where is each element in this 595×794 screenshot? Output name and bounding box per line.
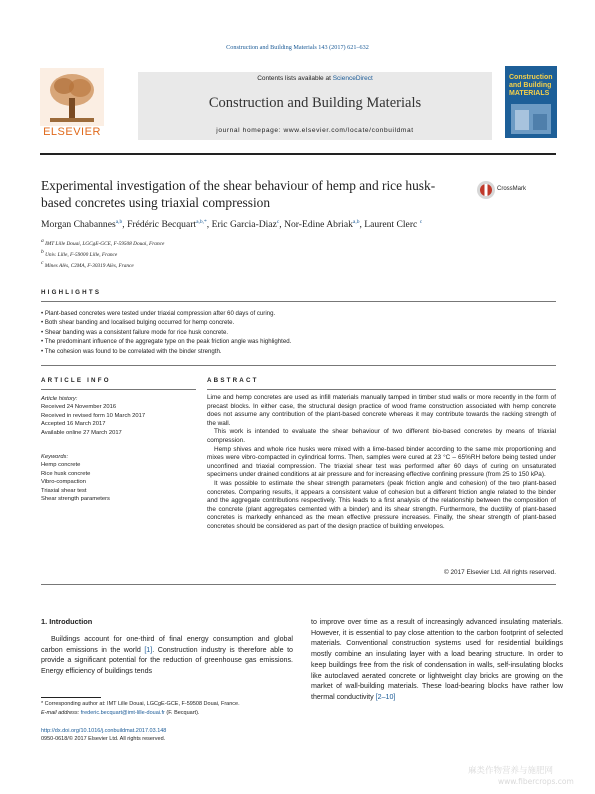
highlights-divider	[41, 301, 556, 302]
author-name: Eric Garcia-Diaz	[211, 219, 277, 231]
cover-title: Construction and Building MATERIALS	[509, 74, 553, 97]
abstract-paragraph: This work is intended to evaluate the shear behaviour of two different bio-based concretes by means of triaxial compression.	[207, 428, 556, 444]
highlights-list	[41, 309, 556, 356]
sciencedirect-link[interactable]: ScienceDirect	[332, 75, 373, 82]
section-divider	[41, 365, 556, 366]
publisher-wordmark: ELSEVIER	[43, 126, 101, 138]
affiliation-item	[41, 248, 341, 259]
affiliation-key: c	[41, 259, 44, 266]
footnote-divider	[41, 697, 101, 698]
article-title: Experimental investigation of the shear behaviour of hemp and rice husk-based concretes using triaxial compression	[41, 178, 436, 210]
body-text: . Construction industry is therefore able to provide a significant potential for the reduction of greenhouse gas emissions. Energy efficiency of buildings tends	[41, 645, 293, 676]
abstract-body	[207, 394, 556, 532]
watermark-url: www.fibercrops.com	[498, 777, 574, 786]
author-affil-ref[interactable]: c	[276, 219, 280, 225]
journal-cover-image	[505, 66, 557, 138]
author-name: Nor-Edine Abriak	[284, 219, 353, 231]
doi-link[interactable]: http://dx.doi.org/10.1016/j.conbuildmat.2017.03.148	[41, 728, 167, 734]
abstract-paragraph: Hemp shives and whole rice husks were mixed with a lime-based binder according to the same mix proportioning and mixes were vibro-compacted in cylindrical forms. Then, samples were cured at 23 °C – 65%RH before being tested under unconfined and triaxial compression. The triaxial shear test was performed after 60 days of curing on unsaturated specimens under drained conditions at air pressure and for increasing effective confining pressure (from 25 to 150 kPa).	[207, 445, 556, 479]
body-column-left	[41, 634, 293, 677]
abstract-end-divider	[41, 584, 556, 585]
homepage-link[interactable]: www.elsevier.com/locate/conbuildmat	[283, 127, 414, 134]
journal-reference[interactable]: Construction and Building Materials 143 (2017) 621–632	[226, 44, 369, 51]
issn-line: 0950-0618/© 2017 Elsevier Ltd. All rights reserved.	[41, 736, 166, 742]
abstract-divider	[207, 389, 556, 390]
affiliation-item	[41, 237, 341, 248]
affiliation-key: a	[41, 238, 44, 244]
body-text: Buildings account for one-third of final energy consumption and global carbon emissions in the world	[41, 635, 293, 654]
crossmark-label: CrossMark	[497, 186, 527, 192]
author-name: Laurent Clerc	[364, 219, 418, 231]
highlight-text: The cohesion was found to be correlated with the binder strength.	[44, 347, 222, 355]
footnote	[41, 700, 301, 717]
abstract-paragraph: It was possible to estimate the shear strength parameters (peak friction angle and cohesion) of the two plant-based concretes. Comparing results, it appears a consistent value of cohesion but a different friction angle related to the binder and the aggregate contributions respectively. This leads to a first analysis of the relationship between the composition of the concrete (plant aggregates cemented with a binder) and its shear strength. Furthermore, the ductility of plant-based concretes is markedly enhanced as the mean effective pressure increases. Finally, the shear strength of plant-based concretes should be considered as part of the design practice of building envelopes.	[207, 479, 556, 530]
affiliation-text: Univ. Lille, F-59000 Lille, France	[45, 251, 118, 258]
keyword-item: Vibro-compaction	[41, 479, 87, 486]
author-affil-ref[interactable]: a,b	[352, 219, 360, 225]
author-name: Frédéric Becquart	[127, 219, 197, 231]
author-affil-ref[interactable]: a,b	[115, 219, 123, 225]
highlight-text: Both shear banding and localised bulging occurred for hemp concrete.	[44, 319, 235, 327]
citation-link[interactable]: [1]	[144, 645, 153, 654]
email-line	[41, 709, 301, 718]
abstract-heading: ABSTRACT	[207, 377, 259, 384]
body-text: to improve over time as a result of increasingly advanced insulating materials. However, it is essential to pay close attention to the carbon footprint of selected materials. Conventional construction systems used for residential buildings mostly combine an insulating layer with a load bearing structure. In order to keep buildings free from the risk of condensation in walls, self-insulating blocks like autoclaved aerated concrete or lightweight clay bricks are growing on the market of wall-building materials. These load-bearing blocks have rather low thermal conductivity	[311, 618, 563, 701]
homepage-prefix: journal homepage:	[216, 127, 284, 134]
affiliation-text: IMT Lille Douai, LGCgE-GCE, F-59508 Douai, France	[45, 240, 165, 247]
author-list: Morgan Chabannes$^{a,b}$, Frédéric Becquart$^{a,b,*}$, Eric Garcia-Diaz$^c$, Nor-Edine Abriak$^{a,b}$, Laurent Clerc $^c$	[41, 219, 423, 231]
doi-block	[41, 727, 166, 743]
email-link[interactable]: frederic.becquart@imt-lille-douai.fr	[80, 709, 165, 716]
affiliation-list	[41, 237, 341, 270]
citation-link[interactable]: [2–10]	[375, 692, 396, 701]
abstract-copyright: © 2017 Elsevier Ltd. All rights reserved.	[444, 569, 556, 576]
article-info-panel	[41, 395, 196, 503]
history-label: Article history:	[41, 396, 78, 402]
affiliation-text: Mines Alès, C2MA, F-30319 Alès, France	[44, 262, 134, 269]
keywords-label: Keywords:	[41, 454, 69, 461]
article-info-heading: ARTICLE INFO	[41, 377, 111, 384]
crossmark-icon	[476, 180, 496, 200]
keyword-item: Triaxial shear test	[41, 487, 87, 494]
author-affil-ref[interactable]: c	[419, 219, 423, 225]
abstract-paragraph: Lime and hemp concretes are used as infill materials manually tamped in timber stud walls or more recently in the form of precast blocks. In either case, the structural design practice of wood frame construction associated with hemp concrete does not assume any contribution of the plant-based concrete whereas it may contribute towards the racking strength of the wall.	[207, 394, 556, 427]
keyword-item: Hemp concrete	[41, 462, 81, 469]
body-column-right	[311, 617, 563, 703]
highlight-item: • The predominant influence of the aggregate type on the peak friction angle was highlighted.	[41, 338, 292, 346]
history-item: Accepted 16 March 2017	[41, 421, 106, 428]
author-affil-ref[interactable]: a,b,*	[196, 219, 207, 225]
author-name: Morgan Chabannes	[41, 219, 116, 231]
highlight-item: • Plant-based concretes were tested under triaxial compression after 60 days of curing.	[41, 310, 276, 317]
email-suffix: (F. Becquart).	[164, 709, 200, 716]
section-heading: 1. Introduction	[41, 617, 93, 626]
highlight-item: • The cohesion was found to be correlated with the binder strength.	[41, 347, 222, 355]
keyword-item: Rice husk concrete	[41, 470, 91, 477]
header-divider	[40, 153, 556, 155]
highlight-text: Plant-based concretes were tested under triaxial compression after 60 days of curing.	[44, 310, 276, 317]
history-item: Received in revised form 10 March 2017	[41, 412, 146, 419]
highlight-item: • Shear banding was a consistent failure mode for rice husk concrete.	[41, 328, 229, 336]
watermark-text: 麻类作物营养与施肥网	[468, 766, 554, 776]
homepage-line	[138, 127, 492, 134]
article-info-divider	[41, 389, 196, 390]
highlights-heading: HIGHLIGHTS	[41, 289, 102, 296]
highlight-text: The predominant influence of the aggregate type on the peak friction angle was highlighted.	[44, 338, 292, 346]
keyword-item: Shear strength parameters	[41, 496, 110, 503]
affiliation-key: b	[41, 248, 44, 255]
highlight-item: • Both shear banding and localised bulging occurred for hemp concrete.	[41, 319, 235, 327]
email-label: E-mail address:	[41, 709, 81, 716]
history-item: Available online 27 March 2017	[41, 429, 122, 436]
journal-title: Construction and Building Materials	[208, 95, 422, 111]
highlight-text: Shear banding was a consistent failure mode for rice husk concrete.	[44, 328, 229, 336]
contents-prefix: Contents lists available at	[257, 75, 333, 82]
contents-line	[138, 75, 492, 82]
history-item: Received 24 November 2016	[41, 404, 117, 411]
affiliation-item	[41, 259, 341, 270]
corresponding-author-note: * Corresponding author at: IMT Lille Douai, LGCgE-GCE, F-59508 Douai, France.	[41, 701, 240, 707]
